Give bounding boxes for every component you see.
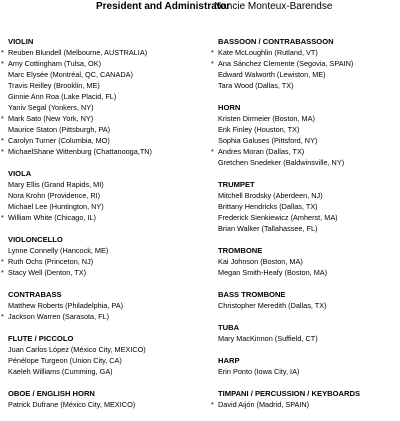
member-entry (0, 366, 190, 377)
section-title: FLUTE / PICCOLO (8, 334, 74, 343)
section-title: VIOLA (8, 169, 32, 178)
member-entry (0, 245, 190, 256)
principal-marker: * (211, 59, 214, 68)
section-contrabass (0, 289, 190, 322)
section-harp (210, 355, 400, 377)
member-name: Marc Elysée (Montréal, QC, CANADA) (8, 70, 133, 79)
section-violin (0, 36, 190, 157)
principal-marker: * (211, 147, 214, 156)
section-title: CONTRABASS (8, 290, 62, 299)
section-flute-piccolo (0, 333, 190, 377)
member-entry (0, 58, 190, 69)
right-column (210, 36, 400, 421)
member-name: Carolyn Turner (Columbia, MO) (8, 136, 110, 145)
member-entry (0, 212, 190, 223)
member-name: David Aijón (Madrid, SPAIN) (218, 400, 310, 409)
section-title: VIOLONCELLO (8, 235, 63, 244)
member-name: Tara Wood (Dallas, TX) (218, 81, 294, 90)
member-entry (210, 58, 400, 69)
member-entry (210, 135, 400, 146)
roster-header (0, 0, 400, 16)
member-name: Lynne Connelly (Hancock, ME) (8, 246, 109, 255)
member-name: Kaeleh Williams (Cumming, GA) (8, 367, 113, 376)
member-name: Sophia Galuses (Pittsford, NY) (218, 136, 318, 145)
member-entry (0, 69, 190, 80)
member-entry (0, 399, 190, 410)
principal-marker: * (1, 268, 4, 277)
section-title: BASSOON / CONTRABASSOON (218, 37, 334, 46)
member-entry (210, 267, 400, 278)
member-entry (0, 135, 190, 146)
member-name: Mary Ellis (Grand Rapids, MI) (8, 180, 104, 189)
header-role: President and Administrator (96, 1, 231, 12)
member-entry (210, 69, 400, 80)
left-column (0, 36, 190, 421)
member-name: Juan Carlos López (México City, MEXICO) (8, 345, 146, 354)
principal-marker: * (1, 59, 4, 68)
member-entry (0, 113, 190, 124)
member-entry (0, 102, 190, 113)
section-title: TIMPANI / PERCUSSION / KEYBOARDS (218, 389, 361, 398)
section-title: TUBA (218, 323, 240, 332)
member-name: Andres Moran (Dallas, TX) (218, 147, 305, 156)
member-entry (210, 146, 400, 157)
member-name: MichaelShane Wittenburg (Chattanooga,TN) (8, 147, 152, 156)
member-name: Stacy Well (Denton, TX) (8, 268, 86, 277)
member-entry (210, 399, 400, 410)
member-name: William White (Chicago, IL) (8, 213, 96, 222)
member-name: Ruth Ochs (Princeton, NJ) (8, 257, 94, 266)
section-horn (210, 102, 400, 168)
section-title: VIOLIN (8, 37, 34, 46)
member-name: Brittany Hendricks (Dallas, TX) (218, 202, 318, 211)
member-entry (0, 146, 190, 157)
member-entry (210, 80, 400, 91)
member-entry (210, 113, 400, 124)
member-name: Maurice Staton (Pittsburgh, PA) (8, 125, 111, 134)
section-tuba (210, 322, 400, 344)
member-name: Erin Ponto (Iowa City, IA) (218, 367, 300, 376)
principal-marker: * (1, 312, 4, 321)
principal-marker: * (1, 257, 4, 266)
section-bassoon-contrabassoon (210, 36, 400, 91)
member-name: Jackson Warren (Sarasota, FL) (8, 312, 110, 321)
member-entry (210, 190, 400, 201)
principal-marker: * (211, 400, 214, 409)
principal-marker: * (1, 213, 4, 222)
principal-marker: * (211, 48, 214, 57)
section-title: OBOE / ENGLISH HORN (8, 389, 95, 398)
member-name: Ginnie Ann Roa (Lake Placid, FL) (8, 92, 117, 101)
member-name: Christopher Meredith (Dallas, TX) (218, 301, 327, 310)
header-name: Nancie Monteux-Barendse (214, 1, 333, 12)
member-entry (210, 366, 400, 377)
section-viola (0, 168, 190, 223)
member-entry (0, 124, 190, 135)
member-name: Mary MacKinnon (Suffield, CT) (218, 334, 318, 343)
section-title: TRUMPET (218, 180, 255, 189)
member-name: Gretchen Snedeker (Baldwinsville, NY) (218, 158, 345, 167)
principal-marker: * (1, 147, 4, 156)
member-name: Michael Lee (Huntington, NY) (8, 202, 104, 211)
member-entry (0, 190, 190, 201)
member-name: Mitchell Brodsky (Aberdeen, NJ) (218, 191, 323, 200)
member-entry (0, 91, 190, 102)
member-entry (210, 300, 400, 311)
section-trumpet (210, 179, 400, 234)
section-bass-trombone (210, 289, 400, 311)
member-entry (0, 300, 190, 311)
member-name: Brian Walker (Tallahassee, FL) (218, 224, 318, 233)
member-entry (210, 212, 400, 223)
section-trombone (210, 245, 400, 278)
member-entry (210, 256, 400, 267)
member-entry (210, 333, 400, 344)
member-entry (0, 201, 190, 212)
member-entry (210, 223, 400, 234)
member-entry (0, 344, 190, 355)
member-name: Ana Sánchez Clemente (Segovia, SPAIN) (218, 59, 354, 68)
member-name: Kate McLoughlin (Rutland, VT) (218, 48, 318, 57)
section-title: HORN (218, 103, 241, 112)
member-name: Pénélope Turgeon (Union City, CA) (8, 356, 122, 365)
member-entry (210, 201, 400, 212)
principal-marker: * (1, 48, 4, 57)
member-name: Reuben Blundell (Melbourne, AUSTRALIA) (8, 48, 148, 57)
section-violoncello (0, 234, 190, 278)
section-oboe-english-horn (0, 388, 190, 410)
member-name: Patrick Dufrane (México City, MEXICO) (8, 400, 136, 409)
section-title: HARP (218, 356, 240, 365)
member-entry (210, 47, 400, 58)
member-name: Megan Smith-Heafy (Boston, MA) (218, 268, 328, 277)
section-title: TROMBONE (218, 246, 263, 255)
member-name: Kai Johnson (Boston, MA) (218, 257, 303, 266)
section-title: BASS TROMBONE (218, 290, 286, 299)
member-entry (0, 47, 190, 58)
member-entry (210, 157, 400, 168)
member-entry (0, 256, 190, 267)
member-name: Erik Finley (Houston, TX) (218, 125, 300, 134)
member-name: Kristen Dirmeier (Boston, MA) (218, 114, 315, 123)
section-timpani-percussion-keyboards (210, 388, 400, 410)
member-name: Travis Reilley (Brooklin, ME) (8, 81, 100, 90)
principal-marker: * (1, 114, 4, 123)
member-entry (0, 179, 190, 190)
member-entry (0, 267, 190, 278)
member-name: Matthew Roberts (Philadelphia, PA) (8, 301, 124, 310)
member-entry (0, 355, 190, 366)
member-name: Yaniv Segal (Yonkers, NY) (8, 103, 94, 112)
member-entry (0, 80, 190, 91)
member-entry (210, 124, 400, 135)
member-name: Nora Krohn (Providence, RI) (8, 191, 101, 200)
member-name: Frederick Sienkiewicz (Amherst, MA) (218, 213, 338, 222)
principal-marker: * (1, 136, 4, 145)
member-entry (0, 311, 190, 322)
member-name: Amy Cottingham (Tulsa, OK) (8, 59, 101, 68)
member-name: Edward Walworth (Lewiston, ME) (218, 70, 326, 79)
member-name: Mark Sato (New York, NY) (8, 114, 94, 123)
